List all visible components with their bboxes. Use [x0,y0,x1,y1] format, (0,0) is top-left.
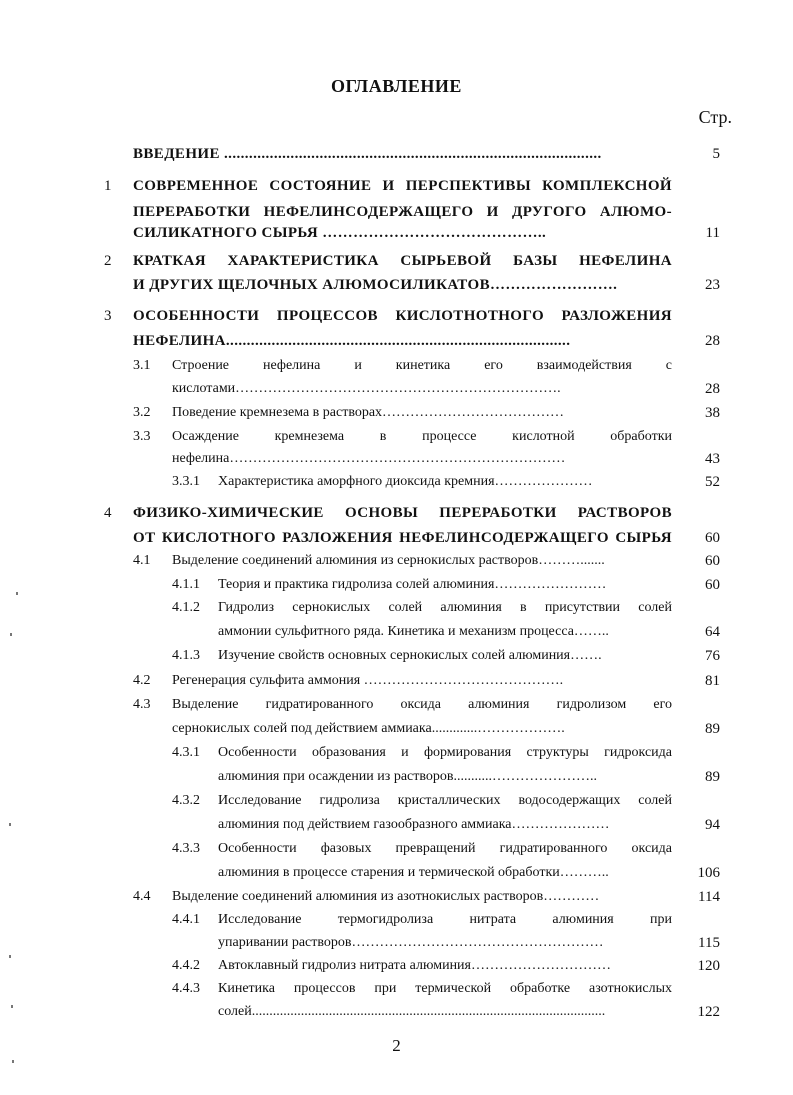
scan-speck [9,955,11,958]
toc-entry-text: алюминия под действием газообразного аммиака………………… [218,817,610,832]
toc-entry-text: Гидролиз сернокислых солей алюминия в присутствии солей [218,600,672,615]
toc-entry-page: 81 [705,673,720,689]
toc-entry-number: 4.4.3 [172,981,200,996]
toc-line [0,955,793,977]
toc-line [0,862,793,884]
toc-entry-text: алюминия в процессе старения и термической обработки……….. [218,865,609,880]
toc-entry-number: 4.3.2 [172,793,200,808]
toc-entry-text: Выделение соединений алюминия из азотнокислых растворов………… [172,889,600,904]
toc-entry-text: ОСОБЕННОСТИ ПРОЦЕССОВ КИСЛОТНОТНОГО РАЗЛОЖЕНИЯ [133,308,672,324]
toc-line [0,378,793,400]
toc-entry-text: солей..................................................................................................... [218,1004,606,1019]
toc-entry-page: 5 [712,146,720,162]
toc-entry-text: НЕФЕЛИНА................................................................................... [133,333,571,349]
toc-entry-page: 122 [697,1004,720,1020]
toc-entry-page: 64 [705,624,720,640]
toc-line [0,932,793,954]
toc-entry-page: 28 [705,381,720,397]
scan-speck [9,823,11,826]
toc-entry-text: Изучение свойств основных сернокислых солей алюминия……. [218,648,602,663]
toc-entry-number: 4.4 [133,889,151,904]
toc-line [0,909,793,931]
toc-entry-number: 4.2 [133,673,151,688]
toc-entry-page: 23 [705,277,720,293]
toc-entry-text: Выделение гидратированного оксида алюминия гидролизом его [172,697,672,712]
toc-entry-page: 60 [705,577,720,593]
toc-line [0,330,793,352]
toc-entry-text: упаривании растворов……………………………………………… [218,935,604,950]
toc-entry-number: 3.3 [133,429,151,444]
toc-entry-number: 4.1 [133,553,151,568]
toc-entry-text: нефелина……………………………………………………………… [172,451,566,466]
toc-line [0,742,793,764]
toc-entry-number: 4.1.1 [172,577,200,592]
scan-speck [10,633,12,636]
toc-entry-number: 1 [104,178,112,194]
toc-line [0,645,793,667]
toc-entry-text: сернокислых солей под действием аммиака.............………………. [172,721,565,736]
toc-line [0,201,793,223]
toc-entry-text: И ДРУГИХ ЩЕЛОЧНЫХ АЛЮМОСИЛИКАТОВ……………………. [133,277,618,293]
toc-line [0,471,793,493]
toc-entry-text: Строение нефелина и кинетика его взаимодействия с [172,358,672,373]
toc-entry-text: ОТ КИСЛОТНОГО РАЗЛОЖЕНИЯ НЕФЕЛИНСОДЕРЖАЩЕГО СЫРЬЯ [133,530,672,546]
toc-entry-page: 52 [705,474,720,490]
scan-speck [12,1060,14,1063]
toc-entry-page: 76 [705,648,720,664]
toc-entry-number: 4 [104,505,112,521]
toc-line [0,978,793,1000]
toc-entry-number: 4.3.3 [172,841,200,856]
toc-line [0,250,793,272]
toc-entry-text: Теория и практика гидролиза солей алюминия…………………… [218,577,607,592]
toc-line [0,305,793,327]
toc-entry-text: Исследование термогидролиза нитрата алюминия при [218,912,672,927]
toc-line [0,355,793,377]
toc-line [0,670,793,692]
toc-line [0,718,793,740]
toc-entry-number: 4.3 [133,697,151,712]
toc-entry-number: 4.1.2 [172,600,200,615]
toc-entry-number: 4.4.2 [172,958,200,973]
toc-line [0,550,793,572]
toc-line [0,402,793,424]
toc-entry-page: 38 [705,405,720,421]
toc-entry-text: КРАТКАЯ ХАРАКТЕРИСТИКА СЫРЬЕВОЙ БАЗЫ НЕФЕЛИНА [133,253,672,269]
toc-entry-number: 3.2 [133,405,151,420]
toc-line [0,274,793,296]
toc-line [0,502,793,524]
toc-entry-text: Кинетика процессов при термической обработке азотнокислых [218,981,672,996]
toc-entry-number: 3.3.1 [172,474,200,489]
toc-entry-number: 4.4.1 [172,912,200,927]
toc-line [0,426,793,448]
scan-speck [16,592,18,595]
toc-entry-text: Поведение кремнезема в растворах………………………………… [172,405,565,420]
toc-line [0,886,793,908]
toc-line [0,694,793,716]
toc-line [0,838,793,860]
toc-entry-number: 3 [104,308,112,324]
toc-entry-text: Особенности фазовых превращений гидратированного оксида [218,841,672,856]
toc-entry-text: алюминия при осаждении из растворов...........………………….. [218,769,597,784]
toc-entry-text: Осаждение кремнезема в процессе кислотной обработки [172,429,672,444]
scan-speck [11,1005,13,1008]
toc-entry-text: кислотами……………………………………………………………. [172,381,561,396]
toc-line [0,766,793,788]
toc-entry-text: Особенности образования и формирования структуры гидроксида [218,745,672,760]
toc-line [0,175,793,197]
toc-entry-page: 89 [705,721,720,737]
toc-line [0,814,793,836]
toc-entry-text: СИЛИКАТНОГО СЫРЬЯ …………………………………….. [133,225,547,241]
toc-entry-text: Автоклавный гидролиз нитрата алюминия………………………… [218,958,611,973]
toc-entry-page: 115 [698,935,720,951]
toc-entry-text: СОВРЕМЕННОЕ СОСТОЯНИЕ И ПЕРСПЕКТИВЫ КОМПЛЕКСНОЙ [133,178,672,194]
toc-entry-number: 3.1 [133,358,151,373]
toc-entry-page: 94 [705,817,720,833]
toc-entry-page: 89 [705,769,720,785]
toc-entry-text: Регенерация сульфита аммония ……………………………………. [172,673,564,688]
toc-entry-text: Исследование гидролиза кристаллических водосодержащих солей [218,793,672,808]
toc-entry-text: Характеристика аморфного диоксида кремния………………… [218,474,593,489]
toc-entry-text: ФИЗИКО-ХИМИЧЕСКИЕ ОСНОВЫ ПЕРЕРАБОТКИ РАСТВОРОВ [133,505,672,521]
toc-entry-page: 11 [705,225,720,241]
page-column-header: Стр. [698,107,732,127]
toc-entry-text: Выделение соединений алюминия из сернокислых растворов………....... [172,553,605,568]
page-title: ОГЛАВЛЕНИЕ [331,76,462,96]
toc-entry-page: 28 [705,333,720,349]
toc-entry-number: 2 [104,253,112,269]
toc-entry-text: аммонии сульфитного ряда. Кинетика и механизм процесса…….. [218,624,609,639]
toc-entry-text: ВВЕДЕНИЕ ........................................................................................... [133,146,602,162]
toc-line [0,222,793,244]
page-number: 2 [392,1036,401,1055]
toc-line [0,1001,793,1023]
toc-entry-number: 4.1.3 [172,648,200,663]
toc-entry-page: 60 [705,553,720,569]
toc-line [0,597,793,619]
toc-entry-page: 60 [705,530,720,546]
toc-entry-page: 120 [697,958,720,974]
toc-line [0,790,793,812]
toc-line [0,143,793,165]
toc-entry-number: 4.3.1 [172,745,200,760]
toc-entry-page: 114 [698,889,720,905]
toc-line [0,574,793,596]
toc-line [0,621,793,643]
toc-entry-page: 106 [697,865,720,881]
toc-line [0,527,793,549]
toc-line [0,448,793,470]
toc-entry-page: 43 [705,451,720,467]
toc-entry-text: ПЕРЕРАБОТКИ НЕФЕЛИНСОДЕРЖАЩЕГО И ДРУГОГО АЛЮМО- [133,204,672,220]
